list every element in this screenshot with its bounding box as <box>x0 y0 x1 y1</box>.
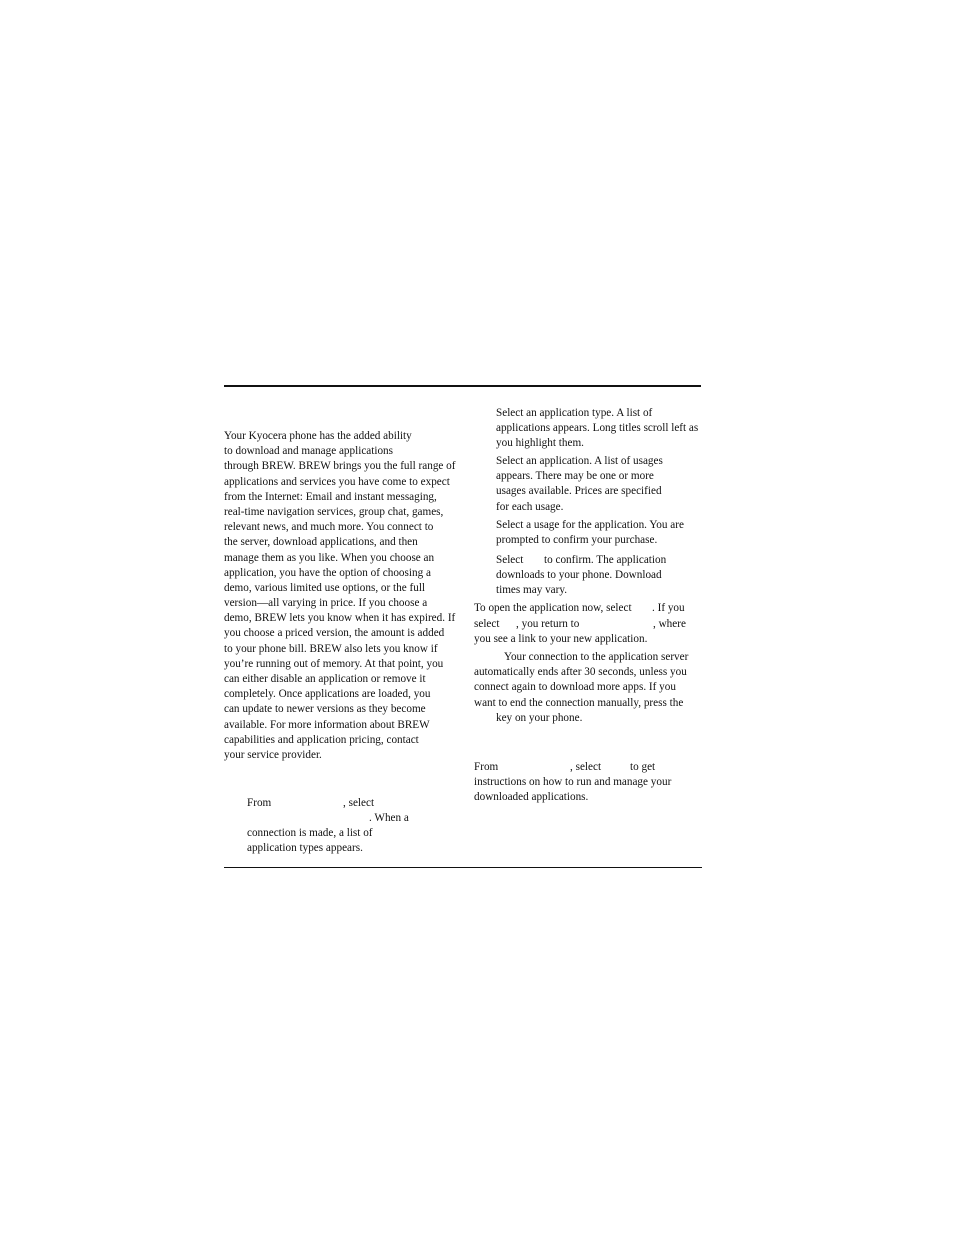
step-line: prompted to confirm your purchase. <box>496 534 658 547</box>
open-l1b: . If you <box>652 602 685 614</box>
intro-line: to download and manage applications <box>224 445 394 458</box>
intro-line: applications and services you have come to expect <box>224 475 450 488</box>
note-l5: key on your phone. <box>496 712 583 724</box>
manage-l2: instructions on how to run and manage your <box>474 776 672 788</box>
step1-select: , select <box>343 797 375 809</box>
intro-line: manage them as you like. When you choose an <box>224 551 435 564</box>
step-2 <box>496 407 698 453</box>
open-l1a: To open the application now, select <box>474 602 632 614</box>
intro-line: completely. Once applications are loaded, you <box>224 688 431 701</box>
step-4 <box>496 519 684 549</box>
step1-when: . When a <box>369 812 409 824</box>
intro-line: demo, various limited use options, or the full <box>224 581 426 594</box>
manage-toget: to get <box>630 761 656 773</box>
step-line: appears. There may be one or more <box>496 470 654 483</box>
bottom-rule <box>224 867 702 868</box>
intro-paragraph <box>224 429 456 763</box>
intro-line: relevant news, and much more. You connect to <box>224 521 434 534</box>
intro-line: your service provider. <box>224 748 322 761</box>
step-line: for each usage. <box>496 500 564 513</box>
step-line: Select an application. A list of usages <box>496 455 663 467</box>
intro-line: you’re running out of memory. At that point, you <box>224 657 444 670</box>
step-line: usages available. Prices are specified <box>496 485 662 498</box>
step-line: applications appears. Long titles scroll left as <box>496 422 699 435</box>
step-line: Select an application type. A list of <box>496 407 653 419</box>
intro-line: through BREW. BREW brings you the full range of <box>224 460 456 473</box>
intro-line: can either disable an application or remove it <box>224 673 426 685</box>
intro-line: Your Kyocera phone has the added ability <box>224 430 412 442</box>
intro-line: real-time navigation services, group chat, games, <box>224 505 444 518</box>
step-line: you highlight them. <box>496 437 584 450</box>
intro-line: demo, BREW lets you know when it has expired. If <box>224 612 456 625</box>
manage-l3: downloaded applications. <box>474 791 589 803</box>
open-l2b: , you return to <box>516 618 580 630</box>
step1-line3: application types appears. <box>247 842 363 854</box>
note-l4: want to end the connection manually, press the <box>474 697 684 709</box>
step5-line3: times may vary. <box>496 584 568 596</box>
open-l2a: select <box>474 618 500 630</box>
intro-line: version—all varying in price. If you choose a <box>224 597 428 610</box>
intro-line: application, you have the option of choosing a <box>224 566 431 579</box>
intro-line: you choose a priced version, the amount is added <box>224 627 445 640</box>
intro-line: to your phone bill. BREW also lets you know if <box>224 642 438 655</box>
open-l3: you see a link to your new application. <box>474 633 648 645</box>
step1-line2: connection is made, a list of <box>247 827 373 839</box>
note-l2: automatically ends after 30 seconds, unless you <box>474 666 687 678</box>
top-rule <box>224 385 701 387</box>
intro-line: available. For more information about BREW <box>224 718 430 731</box>
note-l3: connect again to download more apps. If you <box>474 681 676 693</box>
open-l2c: , where <box>653 618 686 630</box>
step5-line2: downloads to your phone. Download <box>496 569 662 581</box>
manage-select: , select <box>570 761 602 773</box>
step1-from: From <box>247 797 272 809</box>
intro-line: the server, download applications, and then <box>224 536 418 549</box>
intro-line: capabilities and application pricing, contact <box>224 733 419 746</box>
step-3 <box>496 455 663 516</box>
step5-select: Select <box>496 554 524 566</box>
step-line: Select a usage for the application. You are <box>496 519 684 531</box>
manage-from: From <box>474 761 499 773</box>
step5-confirm: to confirm. The application <box>544 554 667 566</box>
intro-line: from the Internet: Email and instant messaging, <box>224 490 437 503</box>
note-l1: Your connection to the application server <box>504 651 689 663</box>
intro-line: can update to newer versions as they become <box>224 703 426 716</box>
